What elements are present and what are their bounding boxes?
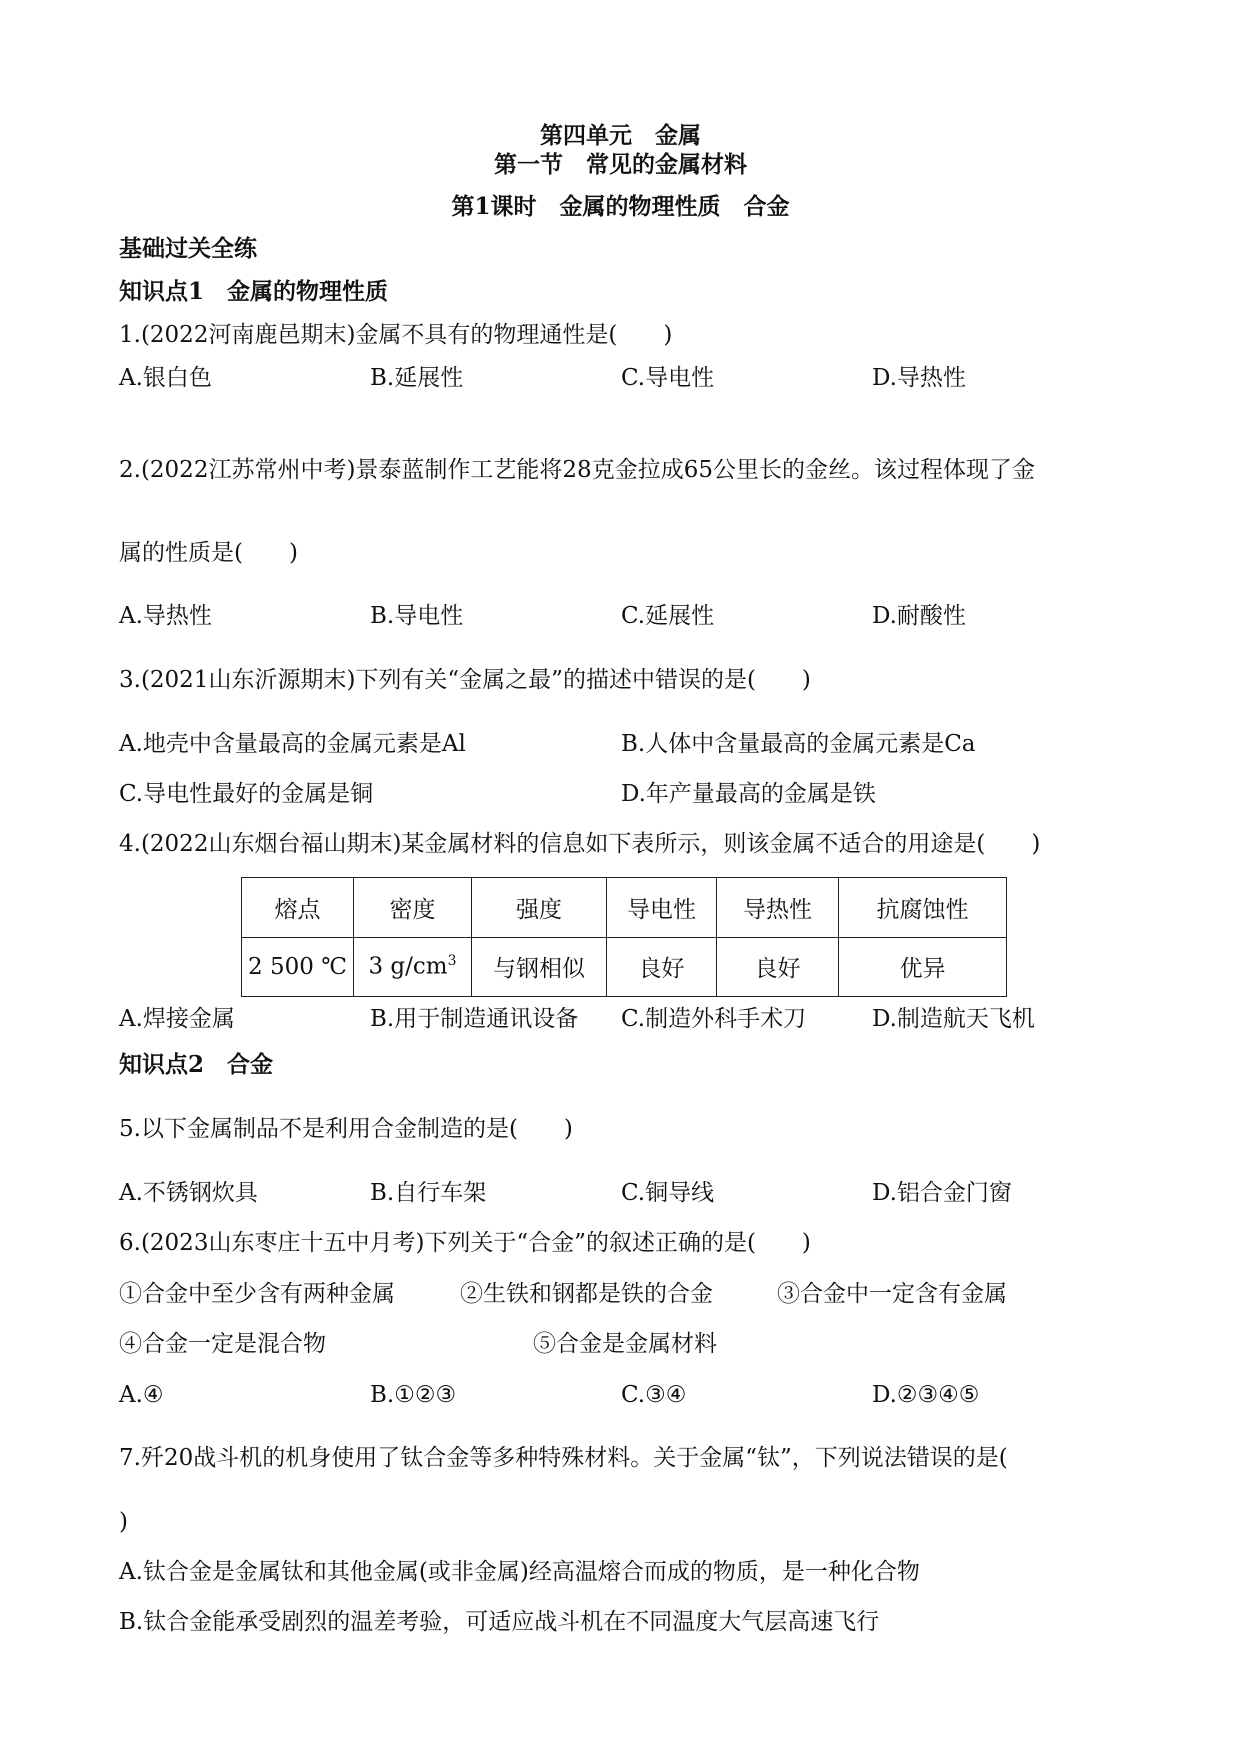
question-4-stem: 4.(2022山东烟台福山期末)某金属材料的信息如下表所示，则该金属不适合的用途是( ) xyxy=(119,831,1041,857)
question-6-statement-2: ②生铁和钢都是铁的合金 xyxy=(460,1281,713,1307)
question-4-option-a: A.焊接金属 xyxy=(119,1006,235,1032)
table-header-cell: 导电性 xyxy=(607,878,717,938)
question-7-stem-line2: ) xyxy=(119,1509,128,1535)
density-exponent: 3 xyxy=(447,953,457,970)
question-5-stem: 5.以下金属制品不是利用合金制造的是( ) xyxy=(119,1116,573,1142)
question-6-statement-1: ①合金中至少含有两种金属 xyxy=(119,1281,395,1307)
question-1-option-b: B.延展性 xyxy=(370,365,464,391)
table-cell: 与钢相似 xyxy=(472,937,607,997)
table-cell: 优异 xyxy=(839,937,1007,997)
question-7-option-b: B.钛合金能承受剧烈的温差考验，可适应战斗机在不同温度大气层高速飞行 xyxy=(119,1609,880,1635)
question-7-option-a: A.钛合金是金属钛和其他金属(或非金属)经高温熔合而成的物质，是一种化合物 xyxy=(119,1559,920,1585)
knowledge-point-2-title: 知识点2 合金 xyxy=(119,1051,274,1078)
question-1-option-d: D.导热性 xyxy=(872,365,966,391)
lesson-title: 第1课时 金属的物理性质 合金 xyxy=(451,193,790,220)
section-title: 第一节 常见的金属材料 xyxy=(494,151,747,178)
question-7-stem-line1: 7.歼20战斗机的机身使用了钛合金等多种特殊材料。关于金属“钛”，下列说法错误的是( xyxy=(119,1445,1008,1471)
question-6-option-d: D.②③④⑤ xyxy=(872,1382,980,1408)
question-3-option-b: B.人体中含量最高的金属元素是Ca xyxy=(621,731,976,757)
table-cell: 良好 xyxy=(717,937,839,997)
table-header-cell: 抗腐蚀性 xyxy=(839,878,1007,938)
unit-title: 第四单元 金属 xyxy=(540,122,701,149)
question-5-option-d: D.铝合金门窗 xyxy=(872,1180,1012,1206)
metal-properties-table xyxy=(241,877,1007,997)
question-6-statement-5: ⑤合金是金属材料 xyxy=(533,1331,717,1357)
question-6-option-b: B.①②③ xyxy=(370,1382,457,1408)
question-6-stem: 6.(2023山东枣庄十五中月考)下列关于“合金”的叙述正确的是( ) xyxy=(119,1230,811,1256)
question-4-option-c: C.制造外科手术刀 xyxy=(621,1006,807,1032)
question-4-option-d: D.制造航天飞机 xyxy=(872,1006,1035,1032)
table-header-cell: 强度 xyxy=(472,878,607,938)
question-6-statement-3: ③合金中一定含有金属 xyxy=(777,1281,1007,1307)
question-6-option-a: A.④ xyxy=(119,1382,164,1408)
question-1-option-c: C.导电性 xyxy=(621,365,715,391)
question-4-option-b: B.用于制造通讯设备 xyxy=(370,1006,579,1032)
question-5-option-b: B.自行车架 xyxy=(370,1180,487,1206)
question-3-stem: 3.(2021山东沂源期末)下列有关“金属之最”的描述中错误的是( ) xyxy=(119,667,811,693)
question-1-option-a: A.银白色 xyxy=(119,365,212,391)
question-3-option-d: D.年产量最高的金属是铁 xyxy=(621,781,876,807)
question-6-statement-4: ④合金一定是混合物 xyxy=(119,1331,326,1357)
knowledge-point-1-title: 知识点1 金属的物理性质 xyxy=(119,278,389,305)
exercise-title: 基础过关全练 xyxy=(119,235,257,262)
question-2-option-d: D.耐酸性 xyxy=(872,603,966,629)
question-5-option-a: A.不锈钢炊具 xyxy=(119,1180,258,1206)
table-header-cell: 密度 xyxy=(354,878,472,938)
table-cell: 2 500 ℃ xyxy=(242,937,354,997)
density-value: 3 g/cm xyxy=(368,954,448,981)
question-1-stem: 1.(2022河南鹿邑期末)金属不具有的物理通性是( ) xyxy=(119,322,673,348)
table-cell: 良好 xyxy=(607,937,717,997)
question-2-stem-line1: 2.(2022江苏常州中考)景泰蓝制作工艺能将28克金拉成65公里长的金丝。该过程体现了金 xyxy=(119,457,1035,483)
table-header-cell: 导热性 xyxy=(717,878,839,938)
question-2-option-b: B.导电性 xyxy=(370,603,464,629)
question-2-option-a: A.导热性 xyxy=(119,603,212,629)
question-3-option-a: A.地壳中含量最高的金属元素是Al xyxy=(119,731,466,757)
table-header-cell: 熔点 xyxy=(242,878,354,938)
question-3-option-c: C.导电性最好的金属是铜 xyxy=(119,781,374,807)
table-value-row xyxy=(242,937,1007,997)
question-6-option-c: C.③④ xyxy=(621,1382,687,1408)
question-2-option-c: C.延展性 xyxy=(621,603,715,629)
question-5-option-c: C.铜导线 xyxy=(621,1180,715,1206)
table-header-row xyxy=(242,878,1007,938)
question-2-stem-line2: 属的性质是( ) xyxy=(119,540,298,566)
table-cell-density xyxy=(354,937,472,997)
